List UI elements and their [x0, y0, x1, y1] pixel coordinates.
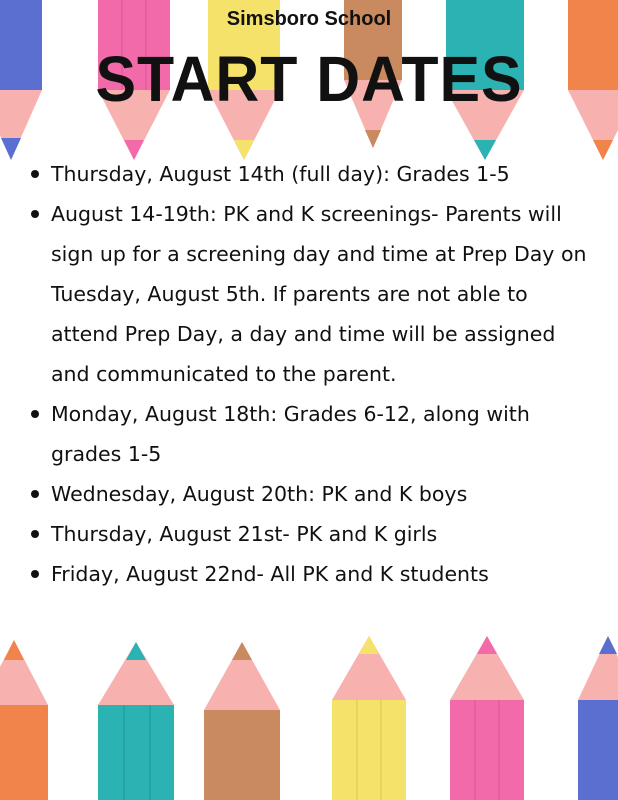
list-item-text: Friday, August 22nd- All PK and K students — [51, 562, 489, 586]
list-item — [28, 194, 600, 394]
list-item — [28, 474, 600, 514]
bullet-icon — [31, 210, 39, 218]
pencil-icon — [578, 636, 618, 800]
list-item-text: August 14-19th: PK and K screenings- Parents will sign up for a screening day and time at Prep Day on Tuesday, August 5th. If parents are not able to attend Prep Day, a day and time will be assigned and communicated to the parent. — [51, 202, 587, 386]
pencil-icon — [98, 642, 174, 800]
bullet-icon — [31, 530, 39, 538]
pencil-icon — [204, 642, 280, 800]
bullet-icon — [31, 170, 39, 178]
list-item — [28, 154, 600, 194]
pencil-icon — [332, 636, 406, 800]
bullet-icon — [31, 570, 39, 578]
list-item-text: Thursday, August 14th (full day): Grades 1-5 — [51, 162, 510, 186]
list-item — [28, 554, 600, 594]
bullet-icon — [31, 490, 39, 498]
list-item — [28, 394, 600, 474]
start-dates-list — [28, 154, 600, 594]
pencil-icon — [0, 640, 48, 800]
list-item — [28, 514, 600, 554]
school-name: Simsboro School — [226, 8, 392, 30]
list-item-text: Thursday, August 21st- PK and K girls — [51, 522, 438, 546]
list-item-text: Wednesday, August 20th: PK and K boys — [51, 482, 468, 506]
page-title: START DATES — [95, 43, 523, 115]
pencil-icon — [450, 636, 524, 800]
bullet-icon — [31, 410, 39, 418]
list-item-text: Monday, August 18th: Grades 6-12, along with grades 1-5 — [51, 402, 530, 466]
